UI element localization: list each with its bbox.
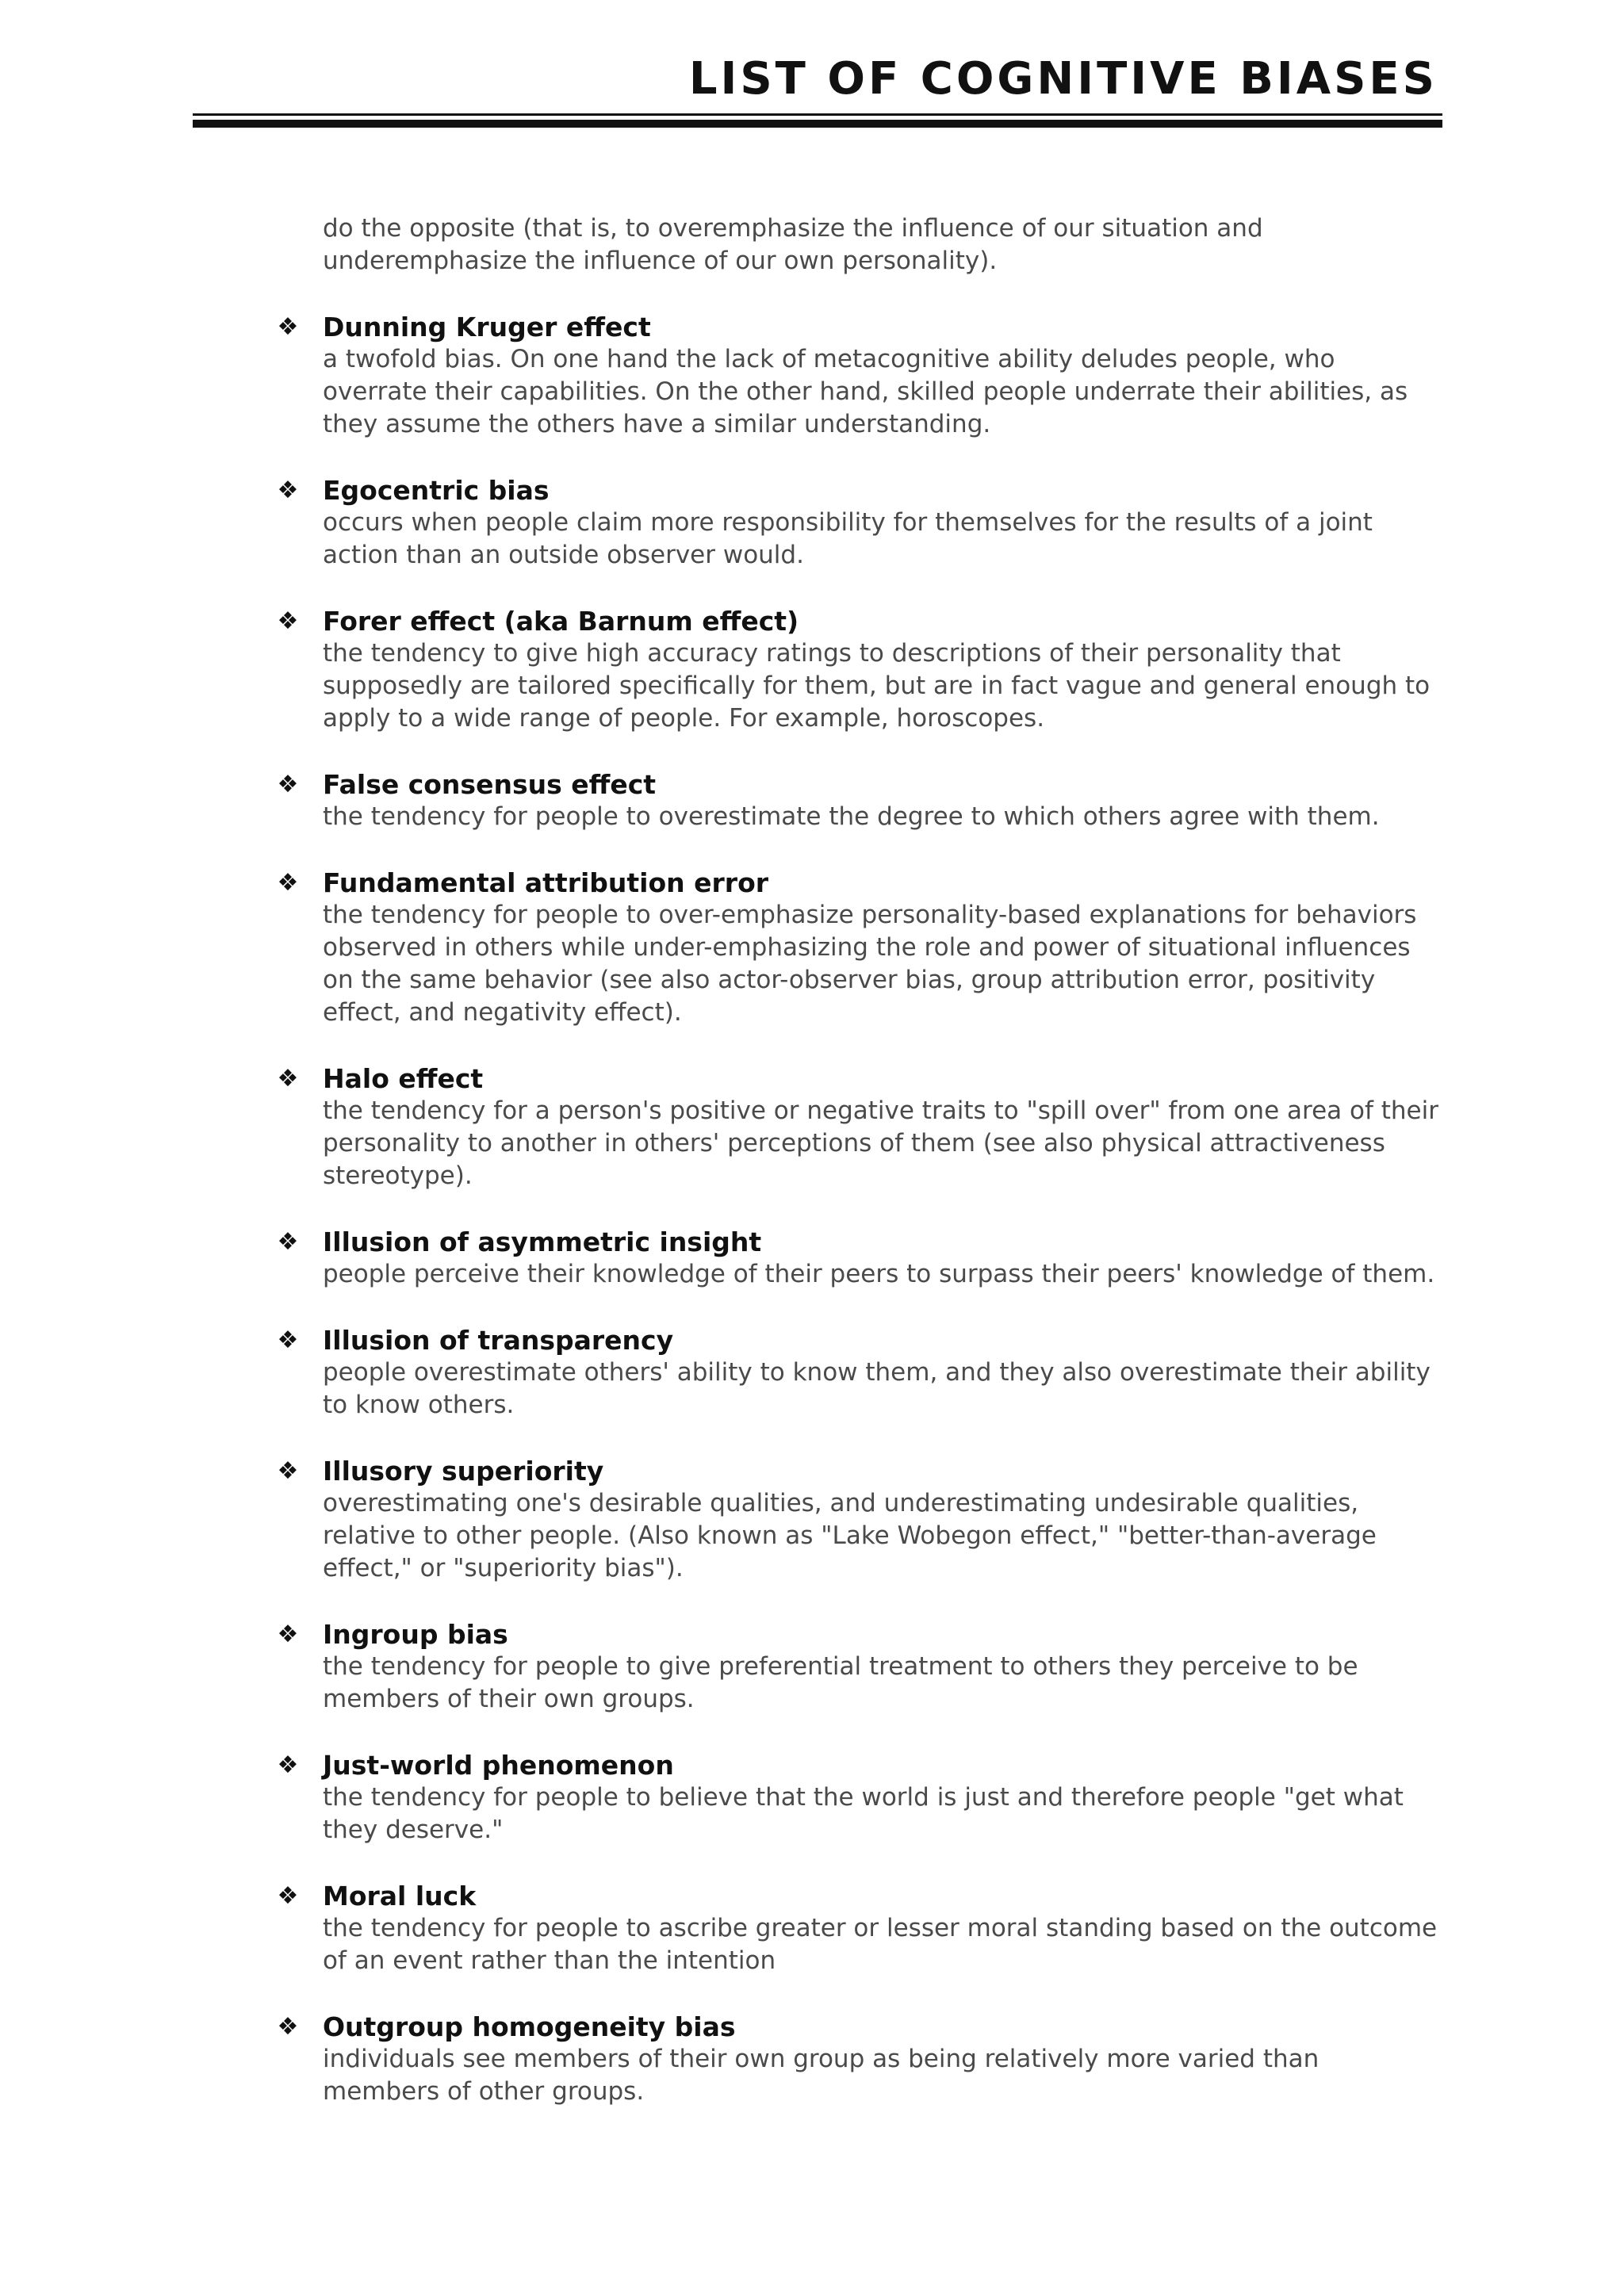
four-diamond-bullet-icon: ❖ xyxy=(277,1065,299,1093)
entry-description: occurs when people claim more responsibility for themselves for the results of a joint action than an outside observer would. xyxy=(323,508,1373,569)
entry-title: Just-world phenomenon xyxy=(323,1750,674,1781)
four-diamond-bullet-icon: ❖ xyxy=(277,1621,299,1648)
entry-title: Illusion of asymmetric insight xyxy=(323,1226,762,1257)
header-rule-thin xyxy=(193,113,1442,116)
four-diamond-bullet-icon: ❖ xyxy=(277,476,299,504)
entry-title: False consensus effect xyxy=(323,769,657,800)
entry-description: overestimating one's desirable qualities, and underestimating undesirable qualities, relative to other people. (Also known as "Lake Wobegon effect," "better-than-average effect," or "superiority bias"). xyxy=(323,1489,1377,1582)
entry-description: the tendency for people to over-emphasize personality-based explanations for behaviors observed in others while under-emphasizing the role and power of situational influences on the same behavior (see also actor-observer bias, group attribution error, positivity effect, and negativity effect). xyxy=(323,901,1417,1027)
entry-description: individuals see members of their own group as being relatively more varied than members of other groups. xyxy=(323,2045,1320,2106)
four-diamond-bullet-icon: ❖ xyxy=(277,2013,299,2041)
entry-description: a twofold bias. On one hand the lack of metacognitive ability deludes people, who overrate their capabilities. On the other hand, skilled people underrate their abilities, as they assume the others have a similar understanding. xyxy=(323,345,1408,438)
entry-title: Outgroup homogeneity bias xyxy=(323,2011,736,2042)
entry-description: the tendency for people to give preferential treatment to others they perceive to be members of their own groups. xyxy=(323,1652,1358,1713)
entry-title: Illusion of transparency xyxy=(323,1325,674,1356)
list-item xyxy=(274,1618,1439,1716)
list-item xyxy=(274,311,1439,441)
bias-list xyxy=(274,212,1439,2108)
list-item xyxy=(274,1324,1439,1422)
entry-description: the tendency for people to ascribe greater or lesser moral standing based on the outcome of an event rather than the intention xyxy=(323,1914,1438,1975)
entry-title: Illusory superiority xyxy=(323,1456,604,1487)
four-diamond-bullet-icon: ❖ xyxy=(277,313,299,341)
list-item xyxy=(274,1062,1439,1192)
entry-description: people perceive their knowledge of their peers to surpass their peers' knowledge of them. xyxy=(323,1260,1435,1288)
four-diamond-bullet-icon: ❖ xyxy=(277,1326,299,1354)
list-item xyxy=(274,605,1439,735)
list-item xyxy=(274,2011,1439,2108)
entry-description: the tendency for people to believe that the world is just and therefore people "get what they deserve." xyxy=(323,1783,1404,1844)
entry-title: Dunning Kruger effect xyxy=(323,312,651,342)
page-title: LIST OF COGNITIVE BIASES xyxy=(688,53,1438,105)
header-rule-thick xyxy=(193,120,1442,128)
entry-description: the tendency for people to overestimate the degree to which others agree with them. xyxy=(323,802,1380,831)
list-item xyxy=(274,1455,1439,1585)
entry-title: Fundamental attribution error xyxy=(323,867,769,898)
four-diamond-bullet-icon: ❖ xyxy=(277,1457,299,1485)
list-item xyxy=(274,1749,1439,1846)
list-item xyxy=(274,768,1439,833)
entry-title: Ingroup bias xyxy=(323,1619,508,1650)
four-diamond-bullet-icon: ❖ xyxy=(277,1228,299,1256)
list-item xyxy=(274,474,1439,572)
entry-title: Halo effect xyxy=(323,1063,484,1094)
list-item xyxy=(274,867,1439,1029)
entry-title: Egocentric bias xyxy=(323,475,550,506)
four-diamond-bullet-icon: ❖ xyxy=(277,771,299,798)
continued-paragraph: do the opposite (that is, to overemphasize the influence of our situation and underemphasize the influence of our own personality). xyxy=(323,214,1263,275)
list-item xyxy=(274,1226,1439,1291)
four-diamond-bullet-icon: ❖ xyxy=(277,869,299,897)
entry-description: people overestimate others' ability to know them, and they also overestimate their ability to know others. xyxy=(323,1358,1431,1419)
entry-description: the tendency to give high accuracy ratings to descriptions of their personality that supposedly are tailored specifically for them, but are in fact vague and general enough to apply to a wide range of people. For example, horoscopes. xyxy=(323,639,1431,733)
entry-title: Forer effect (aka Barnum effect) xyxy=(323,606,799,637)
four-diamond-bullet-icon: ❖ xyxy=(277,607,299,635)
four-diamond-bullet-icon: ❖ xyxy=(277,1751,299,1779)
entry-description: the tendency for a person's positive or negative traits to "spill over" from one area of their personality to another in others' perceptions of them (see also physical attractiveness stereotype). xyxy=(323,1096,1438,1190)
four-diamond-bullet-icon: ❖ xyxy=(277,1882,299,1910)
entry-title: Moral luck xyxy=(323,1881,477,1911)
list-item xyxy=(274,1880,1439,1977)
